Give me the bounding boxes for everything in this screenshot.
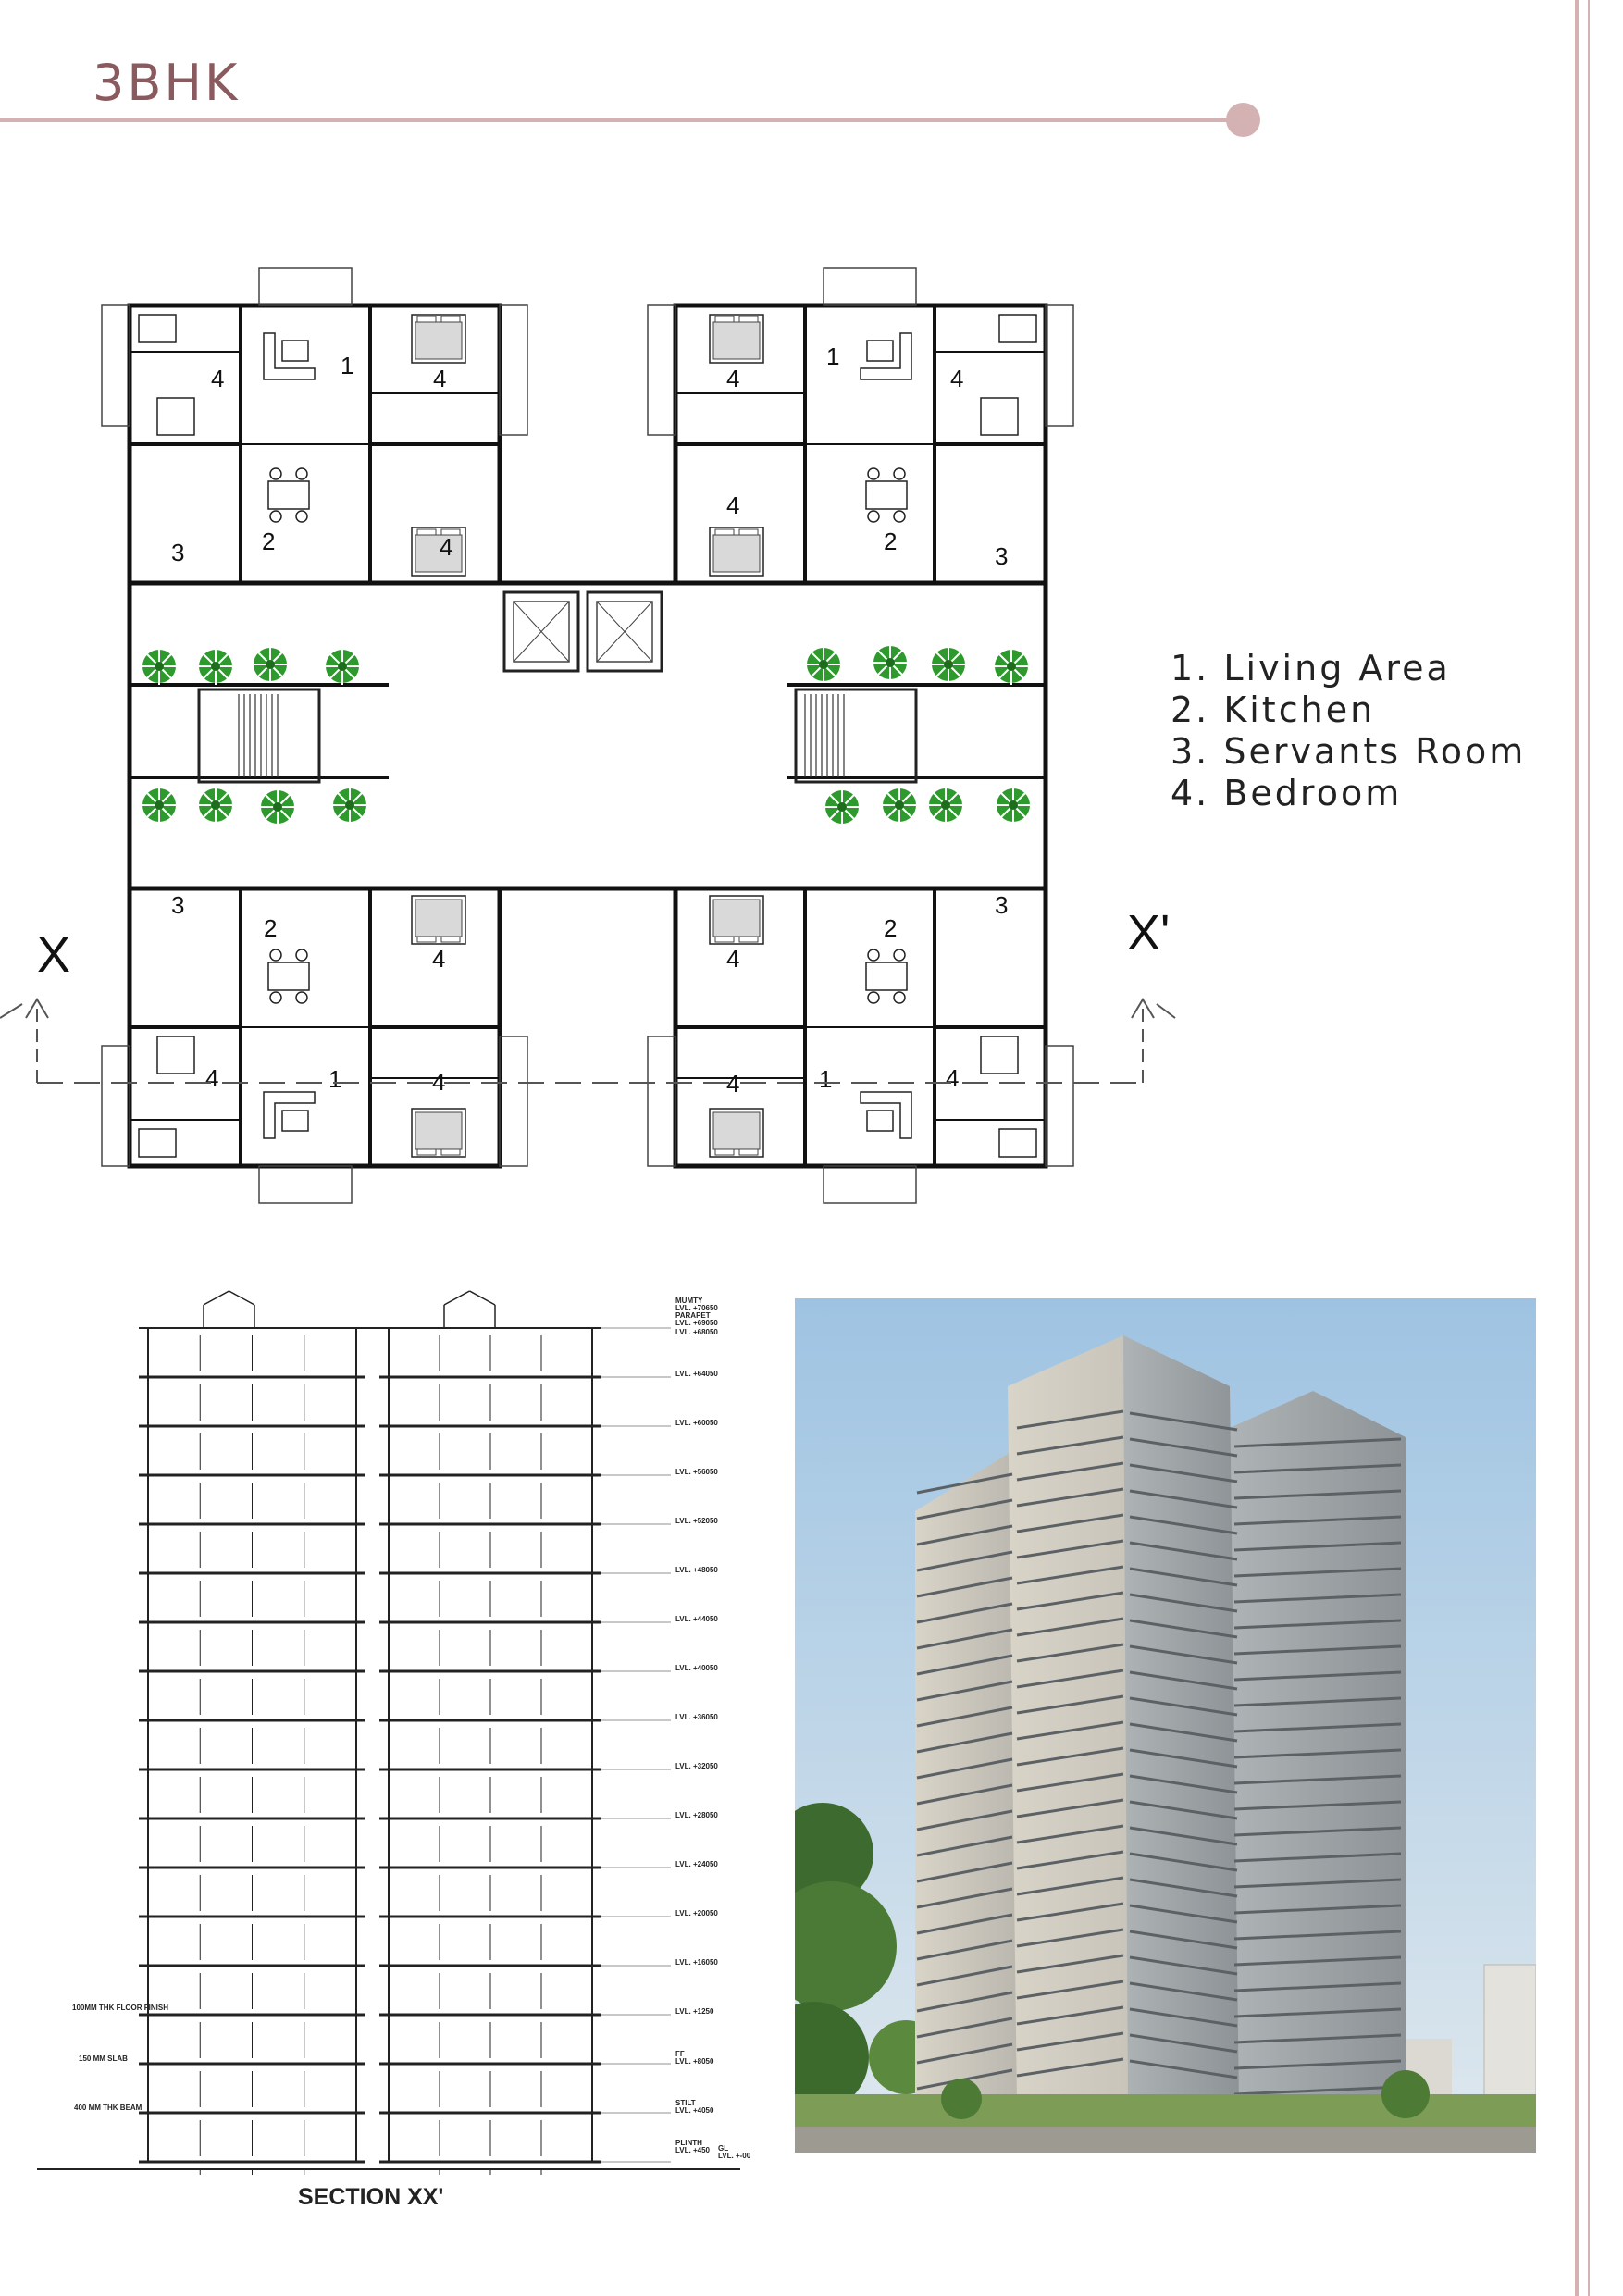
room-label: 2 <box>264 914 278 942</box>
legend-item: 3. Servants Room <box>1171 731 1527 772</box>
section-line <box>204 1291 229 1305</box>
level-label: LVL. +32050 <box>675 1762 718 1770</box>
room-label: 3 <box>995 542 1009 570</box>
level-label: LVL. +4050 <box>675 2106 714 2115</box>
room-label: 2 <box>884 527 898 555</box>
room-label: 4 <box>440 533 453 561</box>
room-label: 2 <box>884 914 898 942</box>
level-label: STILT <box>675 2099 696 2107</box>
level-label: LVL. +48050 <box>675 1566 718 1574</box>
level-label: PLINTH <box>675 2139 702 2147</box>
room-label: 1 <box>341 352 354 379</box>
title-rule <box>0 118 1240 122</box>
room-legend <box>1171 648 1526 814</box>
level-label: LVL. +1250 <box>675 2007 714 2016</box>
level-label: LVL. +16050 <box>675 1958 718 1967</box>
legend-item: 2. Kitchen <box>1171 689 1376 730</box>
level-label: LVL. +70650 <box>675 1304 718 1312</box>
level-label: LVL. +56050 <box>675 1468 718 1476</box>
building-rendering <box>795 1298 1536 2153</box>
section-marker-left: X <box>37 927 71 983</box>
level-label: LVL. +8050 <box>675 2057 714 2066</box>
section-note: 400 MM THK BEAM <box>74 2104 142 2112</box>
level-label: LVL. +60050 <box>675 1419 718 1427</box>
title-rule-dot <box>1226 103 1260 137</box>
room-label: 4 <box>432 945 446 973</box>
level-label: LVL. +24050 <box>675 1860 718 1868</box>
room-label: 3 <box>995 891 1009 919</box>
room-label: 4 <box>726 945 740 973</box>
room-label: 4 <box>205 1064 219 1092</box>
room-label: 3 <box>171 539 185 566</box>
level-label: LVL. +450 <box>675 2146 710 2154</box>
level-label: MUMTY <box>675 1297 703 1305</box>
level-label: LVL. +28050 <box>675 1811 718 1819</box>
section-marker-right: X' <box>1127 905 1171 961</box>
level-label: PARAPET <box>675 1311 711 1320</box>
section-note: 100MM THK FLOOR FINISH <box>72 2004 169 2012</box>
level-label: LVL. +-00 <box>718 2152 751 2160</box>
room-label: 4 <box>433 365 447 392</box>
room-label: 4 <box>432 1068 446 1096</box>
room-label: 1 <box>826 342 840 370</box>
floor-plan <box>0 250 1203 1222</box>
section-caption: SECTION XX' <box>298 2184 444 2210</box>
room-label: 4 <box>726 365 740 392</box>
room-label: 1 <box>819 1065 833 1093</box>
section-note: 150 MM SLAB <box>79 2054 128 2063</box>
level-label: LVL. +68050 <box>675 1328 718 1336</box>
level-label: LVL. +40050 <box>675 1664 718 1672</box>
level-label: LVL. +20050 <box>675 1909 718 1917</box>
right-border-bar <box>1575 0 1590 2296</box>
section-drawing <box>37 1277 777 2175</box>
section-line <box>444 1291 470 1305</box>
level-label: FF <box>675 2050 685 2058</box>
section-line <box>229 1291 255 1305</box>
room-label: 4 <box>726 1070 740 1098</box>
section-line <box>470 1291 496 1305</box>
level-label: LVL. +64050 <box>675 1370 718 1378</box>
legend-item: 4. Bedroom <box>1171 773 1403 813</box>
room-label: 4 <box>950 365 964 392</box>
room-label: 2 <box>262 527 276 555</box>
page-title: 3BHK <box>93 54 241 112</box>
room-label: 1 <box>328 1065 342 1093</box>
level-label: LVL. +44050 <box>675 1615 718 1623</box>
level-label: LVL. +52050 <box>675 1517 718 1525</box>
level-label: GL <box>718 2144 729 2153</box>
room-label: 4 <box>946 1064 960 1092</box>
room-label: 3 <box>171 891 185 919</box>
room-label: 4 <box>211 365 225 392</box>
legend-item: 1. Living Area <box>1171 648 1451 689</box>
level-label: LVL. +69050 <box>675 1319 718 1327</box>
level-label: LVL. +36050 <box>675 1713 718 1721</box>
room-label: 4 <box>726 491 740 519</box>
